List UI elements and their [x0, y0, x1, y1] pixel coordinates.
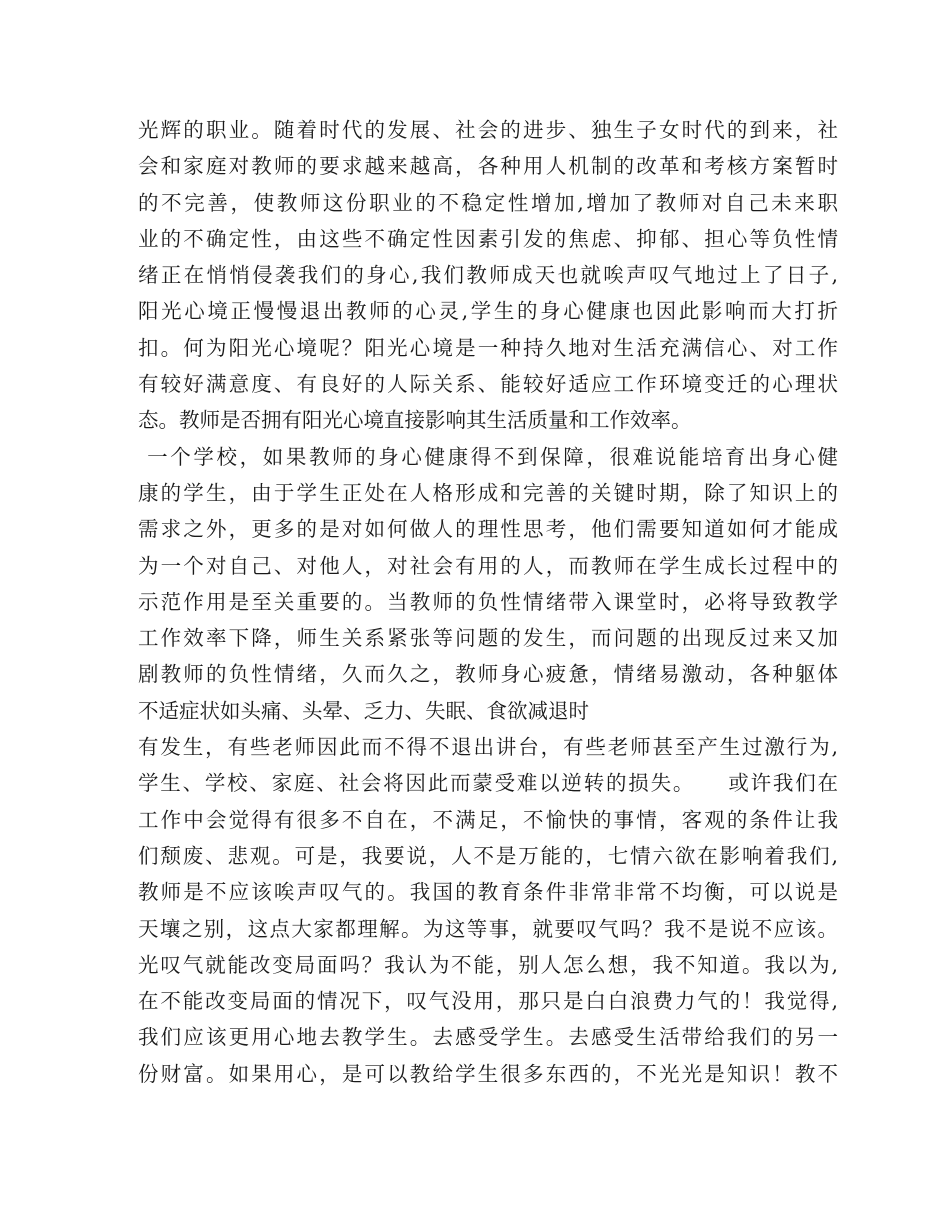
text-line: 工作中会觉得有很多不自在，不满足，不愉快的事情，客观的条件让我 — [138, 807, 838, 832]
text-line: 学生、学校、家庭、社会将因此而蒙受难以逆转的损失。 或许我们在 — [138, 771, 838, 796]
text-line: 在不能改变局面的情况下，叹气没用，那只是白白浪费力气的！我觉得, — [138, 989, 838, 1014]
text-line: 业的不确定性，由这些不确定性因素引发的焦虑、抑郁、担心等负性情 — [138, 226, 838, 251]
text-line: 的不完善，使教师这份职业的不稳定性增加,增加了教师对自己未来职 — [138, 190, 838, 215]
text-line: 天壤之别，这点大家都理解。为这等事，就要叹气吗？我不是说不应该。 — [138, 916, 838, 941]
text-line: 份财富。如果用心，是可以教给学生很多东西的，不光光是知识！教不 — [138, 1061, 838, 1086]
body-text — [138, 112, 838, 1092]
text-line: 有较好满意度、有良好的人际关系、能较好适应工作环境变迁的心理状 — [138, 372, 838, 397]
text-line: 一个学校，如果教师的身心健康得不到保障，很难说能培育出身心健 — [138, 444, 838, 469]
text-line: 剧教师的负性情绪，久而久之，教师身心疲惫，情绪易激动，各种躯体 — [138, 662, 838, 687]
text-line: 态。教师是否拥有阳光心境直接影响其生活质量和工作效率。 — [138, 408, 692, 433]
text-line: 光叹气就能改变局面吗？我认为不能，别人怎么想，我不知道。我以为, — [138, 952, 838, 977]
text-line: 们颓废、悲观。可是，我要说，人不是万能的，七情六欲在影响着我们, — [138, 843, 838, 868]
text-line: 工作效率下降，师生关系紧张等问题的发生，而问题的出现反过来又加 — [138, 626, 838, 651]
text-line: 为一个对自己、对他人，对社会有用的人，而教师在学生成长过程中的 — [138, 553, 838, 578]
text-line: 绪正在悄悄侵袭我们的身心,我们教师成天也就唉声叹气地过上了日子, — [138, 263, 838, 288]
text-line: 教师是不应该唉声叹气的。我国的教育条件非常非常不均衡，可以说是 — [138, 880, 838, 905]
text-line: 阳光心境正慢慢退出教师的心灵,学生的身心健康也因此影响而大打折 — [138, 299, 838, 324]
text-line: 我们应该更用心地去教学生。去感受学生。去感受生活带给我们的另一 — [138, 1025, 838, 1050]
text-line: 不适症状如头痛、头晕、乏力、失眠、食欲减退时 — [138, 698, 589, 723]
text-line: 需求之外，更多的是对如何做人的理性思考，他们需要知道如何才能成 — [138, 517, 838, 542]
text-line: 示范作用是至关重要的。当教师的负性情绪带入课堂时，必将导致教学 — [138, 589, 838, 614]
text-line: 扣。何为阳光心境呢？阳光心境是一种持久地对生活充满信心、对工作 — [138, 335, 838, 360]
text-line: 有发生，有些老师因此而不得不退出讲台，有些老师甚至产生过激行为, — [138, 735, 838, 760]
text-line: 光辉的职业。随着时代的发展、社会的进步、独生子女时代的到来，社 — [138, 118, 838, 142]
text-line: 康的学生，由于学生正处在人格形成和完善的关键时期，除了知识上的 — [138, 480, 838, 505]
text-line: 会和家庭对教师的要求越来越高，各种用人机制的改革和考核方案暂时 — [138, 154, 838, 179]
